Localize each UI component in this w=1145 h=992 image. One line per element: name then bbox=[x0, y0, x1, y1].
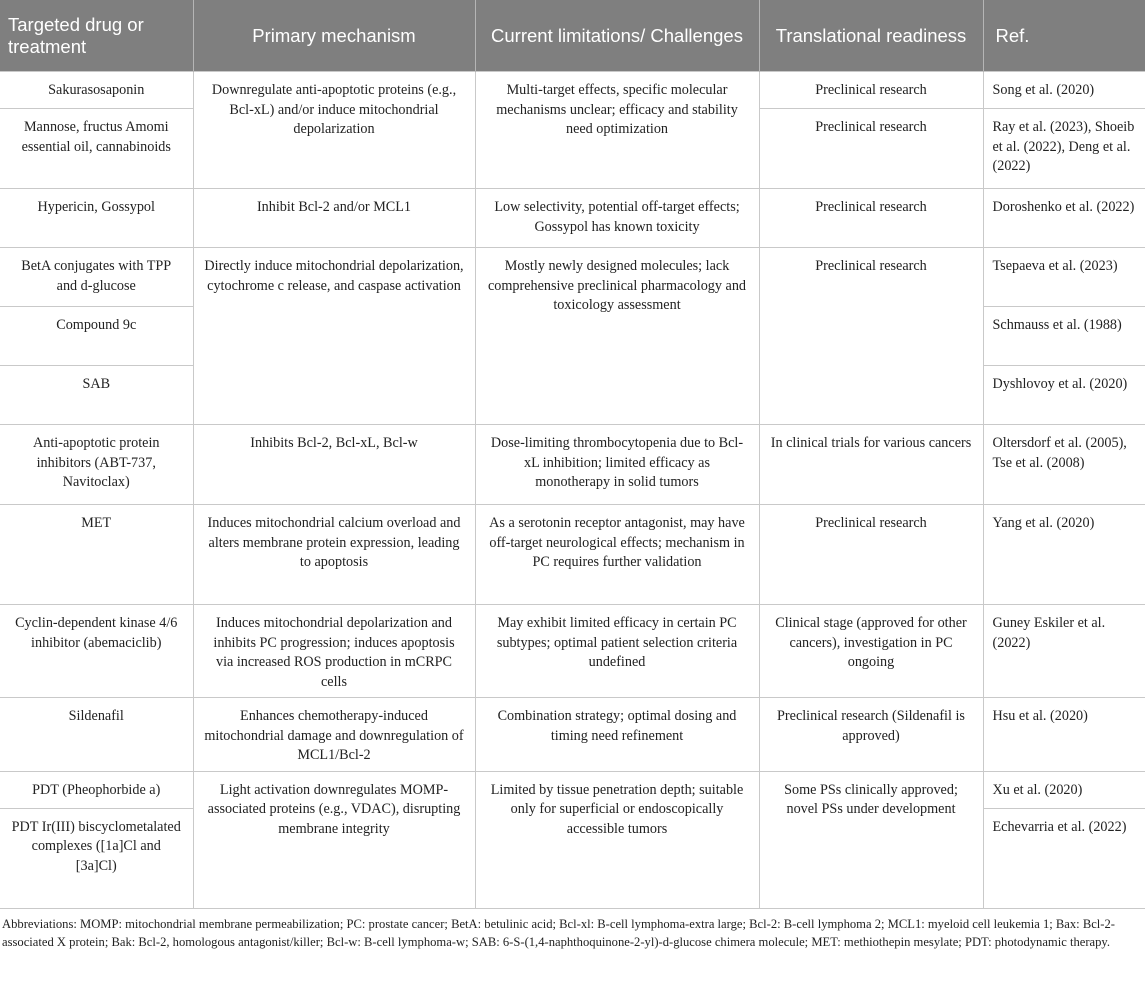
cell-readiness: Preclinical research bbox=[759, 109, 983, 189]
cell-ref: Yang et al. (2020) bbox=[983, 505, 1145, 605]
cell-mechanism: Inhibit Bcl-2 and/or MCL1 bbox=[193, 189, 475, 248]
table-row bbox=[0, 248, 1145, 307]
cell-drug: Mannose, fructus Amomi essential oil, cannabinoids bbox=[0, 109, 193, 189]
cell-drug: Hypericin, Gossypol bbox=[0, 189, 193, 248]
cell-drug: Compound 9c bbox=[0, 307, 193, 366]
cell-limitations: Mostly newly designed molecules; lack comprehensive preclinical pharmacology and toxicology assessment bbox=[475, 248, 759, 425]
header-ref: Ref. bbox=[983, 0, 1145, 72]
cell-drug: Cyclin-dependent kinase 4/6 inhibitor (abemaciclib) bbox=[0, 605, 193, 698]
header-drug: Targeted drug or treatment bbox=[0, 0, 193, 72]
cell-mechanism: Directly induce mitochondrial depolarization, cytochrome c release, and caspase activation bbox=[193, 248, 475, 425]
table-row bbox=[0, 189, 1145, 248]
cell-mechanism: Downregulate anti-apoptotic proteins (e.g., Bcl-xL) and/or induce mitochondrial depolarization bbox=[193, 72, 475, 189]
cell-ref: Xu et al. (2020) bbox=[983, 771, 1145, 808]
cell-drug: Sildenafil bbox=[0, 698, 193, 772]
cell-readiness: Preclinical research (Sildenafil is approved) bbox=[759, 698, 983, 772]
header-readiness: Translational readiness bbox=[759, 0, 983, 72]
cell-limitations: Combination strategy; optimal dosing and timing need refinement bbox=[475, 698, 759, 772]
cell-drug: Anti-apoptotic protein inhibitors (ABT-737, Navitoclax) bbox=[0, 425, 193, 505]
cell-drug: PDT (Pheophorbide a) bbox=[0, 771, 193, 808]
cell-ref: Song et al. (2020) bbox=[983, 72, 1145, 109]
cell-limitations: As a serotonin receptor antagonist, may have off-target neurological effects; mechanism in PC requires further validation bbox=[475, 505, 759, 605]
cell-ref: Guney Eskiler et al. (2022) bbox=[983, 605, 1145, 698]
cell-mechanism: Inhibits Bcl-2, Bcl-xL, Bcl-w bbox=[193, 425, 475, 505]
cell-mechanism: Light activation downregulates MOMP-associated proteins (e.g., VDAC), disrupting membrane integrity bbox=[193, 771, 475, 908]
cell-readiness: Clinical stage (approved for other cancers), investigation in PC ongoing bbox=[759, 605, 983, 698]
cell-limitations: Multi-target effects, specific molecular mechanisms unclear; efficacy and stability need optimization bbox=[475, 72, 759, 189]
cell-readiness: In clinical trials for various cancers bbox=[759, 425, 983, 505]
cell-readiness: Preclinical research bbox=[759, 505, 983, 605]
cell-limitations: Limited by tissue penetration depth; suitable only for superficial or endoscopically accessible tumors bbox=[475, 771, 759, 908]
table-row bbox=[0, 425, 1145, 505]
cell-limitations: Low selectivity, potential off-target effects; Gossypol has known toxicity bbox=[475, 189, 759, 248]
cell-drug: SAB bbox=[0, 366, 193, 425]
cell-drug: Sakurasosaponin bbox=[0, 72, 193, 109]
table-header bbox=[0, 0, 1145, 72]
cell-drug: BetA conjugates with TPP and d-glucose bbox=[0, 248, 193, 307]
cell-ref: Hsu et al. (2020) bbox=[983, 698, 1145, 772]
cell-mechanism: Induces mitochondrial depolarization and inhibits PC progression; induces apoptosis via increased ROS production in mCRPC cells bbox=[193, 605, 475, 698]
cell-ref: Echevarria et al. (2022) bbox=[983, 808, 1145, 908]
abbreviations-footnote: Abbreviations: MOMP: mitochondrial membrane permeabilization; PC: prostate cancer; BetA: betulinic acid; Bcl-xl: B-cell lymphoma-extra large; Bcl-2: B-cell lymphoma 2; MCL1: myeloid cell leukemia 1; Bax: Bcl-2-associated X protein; Bak: Bcl-2, homologous antagonist/killer; Bcl-w: B-cell lymphoma-w; SAB: 6-S-(1,4-naphthoquinone-2-yl)-d-glucose chimera molecule; MET: methiothepin mesylate; PDT: photodynamic therapy. bbox=[2, 916, 1115, 949]
cell-readiness: Preclinical research bbox=[759, 189, 983, 248]
cell-readiness: Preclinical research bbox=[759, 248, 983, 425]
cell-readiness: Preclinical research bbox=[759, 72, 983, 109]
table-row bbox=[0, 698, 1145, 772]
table-row bbox=[0, 771, 1145, 808]
cell-ref: Schmauss et al. (1988) bbox=[983, 307, 1145, 366]
header-mechanism: Primary mechanism bbox=[193, 0, 475, 72]
cell-ref: Doroshenko et al. (2022) bbox=[983, 189, 1145, 248]
table-row bbox=[0, 605, 1145, 698]
header-limitations: Current limitations/ Challenges bbox=[475, 0, 759, 72]
table-row bbox=[0, 505, 1145, 605]
cell-limitations: May exhibit limited efficacy in certain PC subtypes; optimal patient selection criteria undefined bbox=[475, 605, 759, 698]
cell-ref: Dyshlovoy et al. (2020) bbox=[983, 366, 1145, 425]
cell-ref: Ray et al. (2023), Shoeib et al. (2022), Deng et al. (2022) bbox=[983, 109, 1145, 189]
cell-mechanism: Enhances chemotherapy-induced mitochondrial damage and downregulation of MCL1/Bcl-2 bbox=[193, 698, 475, 772]
cell-ref: Tsepaeva et al. (2023) bbox=[983, 248, 1145, 307]
cell-ref: Oltersdorf et al. (2005), Tse et al. (2008) bbox=[983, 425, 1145, 505]
cell-mechanism: Induces mitochondrial calcium overload and alters membrane protein expression, leading to apoptosis bbox=[193, 505, 475, 605]
table-row bbox=[0, 72, 1145, 109]
cell-drug: MET bbox=[0, 505, 193, 605]
cell-drug: PDT Ir(III) biscyclometalated complexes ([1a]Cl and [3a]Cl) bbox=[0, 808, 193, 908]
cell-readiness: Some PSs clinically approved; novel PSs under development bbox=[759, 771, 983, 908]
cell-limitations: Dose-limiting thrombocytopenia due to Bcl-xL inhibition; limited efficacy as monotherapy in solid tumors bbox=[475, 425, 759, 505]
